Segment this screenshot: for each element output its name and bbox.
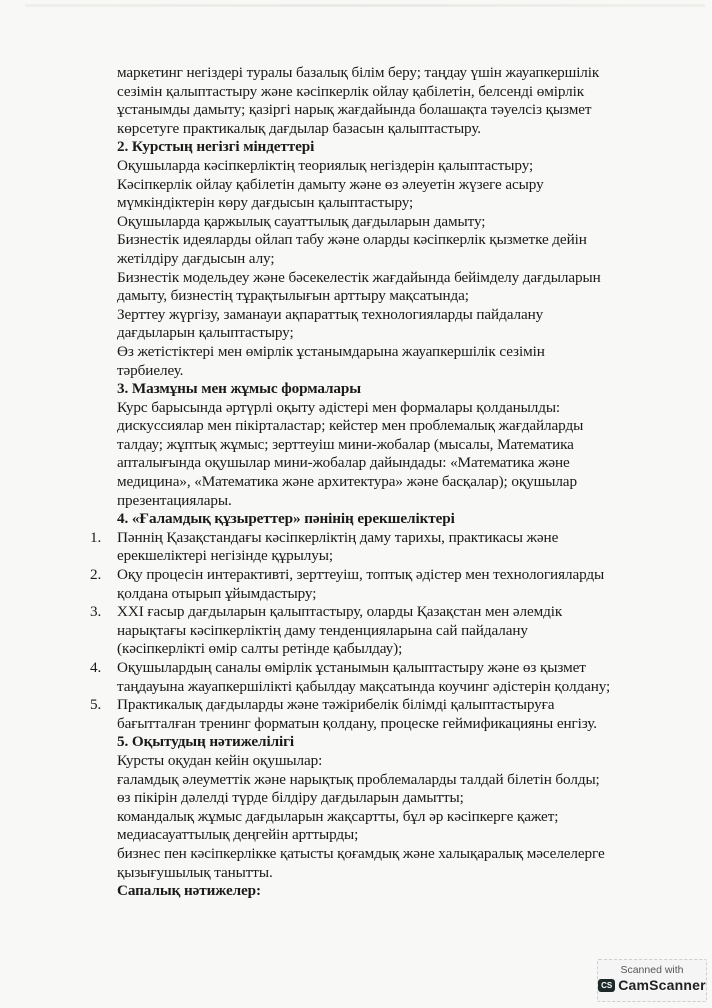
document-body [90, 64, 677, 901]
text-line: командалық жұмыс дағдыларын жақсартты, бұл әр кәсіпкерге қажет; [117, 807, 559, 825]
text-line: дағдыларын қалыптастыру; [117, 324, 294, 342]
text-line: таңдауына жауапкершілікті қабылдау мақсатында коучинг әдістерін қолдану; [117, 677, 611, 695]
text-line: бизнес пен кәсіпкерлікке қатысты қоғамдық және халықаралық мәселелерге [117, 844, 605, 862]
subheading: Сапалық нәтижелер: [117, 882, 261, 900]
text-line: Курсты оқудан кейін оқушылар: [117, 751, 323, 769]
text-line: жетілдіру дағдысын алу; [117, 249, 275, 267]
list-number: 2. [90, 566, 102, 584]
section-heading: 3. Мазмұны мен жұмыс формалары [117, 380, 362, 398]
text-line: медицина», «Математика және архитектура» және басқалар); оқушылар [117, 473, 577, 491]
section-5 [117, 733, 677, 900]
watermark-brand: CamScanner [618, 977, 706, 993]
list-item [90, 659, 677, 696]
list-number: 1. [90, 528, 102, 546]
watermark-brand-row [598, 977, 706, 993]
text-line: Пәннің Қазақстандағы кәсіпкерліктің даму тарихы, практикасы және [117, 528, 559, 546]
text-line: мүмкіндіктерін көру дағдысын қалыптастыру; [117, 194, 414, 212]
text-line: апталығында оқушылар мини-жобалар дайындады: «Математика және [117, 454, 570, 472]
list-number: 4. [90, 659, 102, 676]
text-line: Бизнестік идеяларды ойлап табу және оларды кәсіпкерлік қызметке дейін [117, 231, 587, 249]
text-line: Практикалық дағдыларды және тәжірибелік білімді қалыптастыруға [117, 696, 555, 714]
text-line: сезімін қалыптастыру және кәсіпкерлік ойлау қабілетін, белсенді өмірлік [117, 82, 585, 100]
text-line: медиасауаттылық деңгейін арттырды; [117, 826, 359, 844]
text-line: Зерттеу жүргізу, заманауи ақпараттық технологияларды пайдалану [117, 305, 544, 323]
text-line: қолдана отырып ұйымдастыру; [117, 584, 317, 602]
text-line: ұстанымды дамыту; қазіргі нарық жағдайында болашақта тәуелсіз қызмет [117, 101, 592, 119]
text-line: маркетинг негіздері туралы базалық білім беру; таңдау үшін жауапкершілік [117, 64, 600, 81]
watermark-caption: Scanned with [620, 964, 684, 976]
text-line: нарықтағы кәсіпкерліктің даму тенденцияларына сай пайдалану [117, 621, 528, 639]
text-line: Оқу процесін интерактивті, зерттеуіш, топтық әдістер мен технологияларды [117, 566, 605, 584]
text-line: ғаламдық әлеуметтік және нарықтық проблемаларды талдай білетін болды; [117, 770, 600, 788]
section-heading: 2. Курстың негізгі міндеттері [117, 138, 315, 156]
intro-paragraph [117, 64, 677, 138]
text-line: презентациялары. [117, 491, 232, 509]
text-line: Оқушылардың саналы өмірлік ұстанымын қалыптастыру және өз қызмет [117, 659, 586, 676]
text-line: XXI ғасыр дағдыларын қалыптастыру, оларды Қазақстан мен әлемдік [117, 603, 563, 621]
list-item [90, 528, 677, 566]
section-2 [117, 138, 677, 380]
text-line: Бизнестік модельдеу және бәсекелестік жағдайында бейімделу дағдыларын [117, 268, 601, 286]
list-item [90, 603, 677, 659]
text-line: Өз жетістіктері мен өмірлік ұстанымдарына жауапкершілік сезімін [117, 342, 545, 360]
section-heading: 5. Оқытудың нәтижелілігі [117, 733, 295, 751]
camscanner-watermark [597, 959, 707, 1002]
section-4 [90, 510, 677, 733]
text-line: дамыту, бизнестің тұрақтылығын арттыру мақсатында; [117, 287, 469, 305]
text-line: ерекшеліктері негізінде құрылуы; [117, 547, 333, 565]
text-line: Кәсіпкерлік ойлау қабілетін дамыту және өз әлеуетін жүзеге асыру [117, 175, 544, 193]
scan-edge-line [25, 4, 705, 7]
text-line: (кәсіпкерлікті өмір салты ретінде қабылдау); [117, 640, 403, 658]
list-number: 5. [90, 696, 102, 714]
text-line: дискуссиялар мен пікірталастар; кейстер мен проблемалық жағдайларды [117, 417, 584, 435]
text-line: бағытталған тренинг форматын қолдану, процеске геймификацияны енгізу. [117, 714, 597, 732]
text-line: талдау; жұптық жұмыс; зерттеуіш мини-жобалар (мысалы, Математика [117, 435, 574, 453]
section-heading: 4. «Ғаламдық құзыреттер» пәнінің ерекшеліктері [117, 510, 455, 528]
list-item [90, 566, 677, 603]
list-item [90, 696, 677, 733]
section-3 [117, 380, 677, 510]
text-line: Курс барысында әртүрлі оқыту әдістері мен формалары қолданылды: [117, 398, 561, 416]
camscanner-logo-icon: CS [598, 979, 615, 992]
list-number: 3. [90, 603, 102, 621]
text-line: Оқушыларда қаржылық сауаттылық дағдыларын дамыту; [117, 212, 486, 230]
text-line: көрсетуге практикалық дағдылар базасын қалыптастыру. [117, 119, 482, 137]
text-line: өз пікірін дәлелді түрде білдіру дағдыларын дамытты; [117, 789, 464, 807]
text-line: қызығушылық танытты. [117, 863, 273, 881]
text-line: Оқушыларда кәсіпкерліктің теориялық негіздерін қалыптастыру; [117, 156, 534, 174]
text-line: тәрбиелеу. [117, 361, 184, 379]
